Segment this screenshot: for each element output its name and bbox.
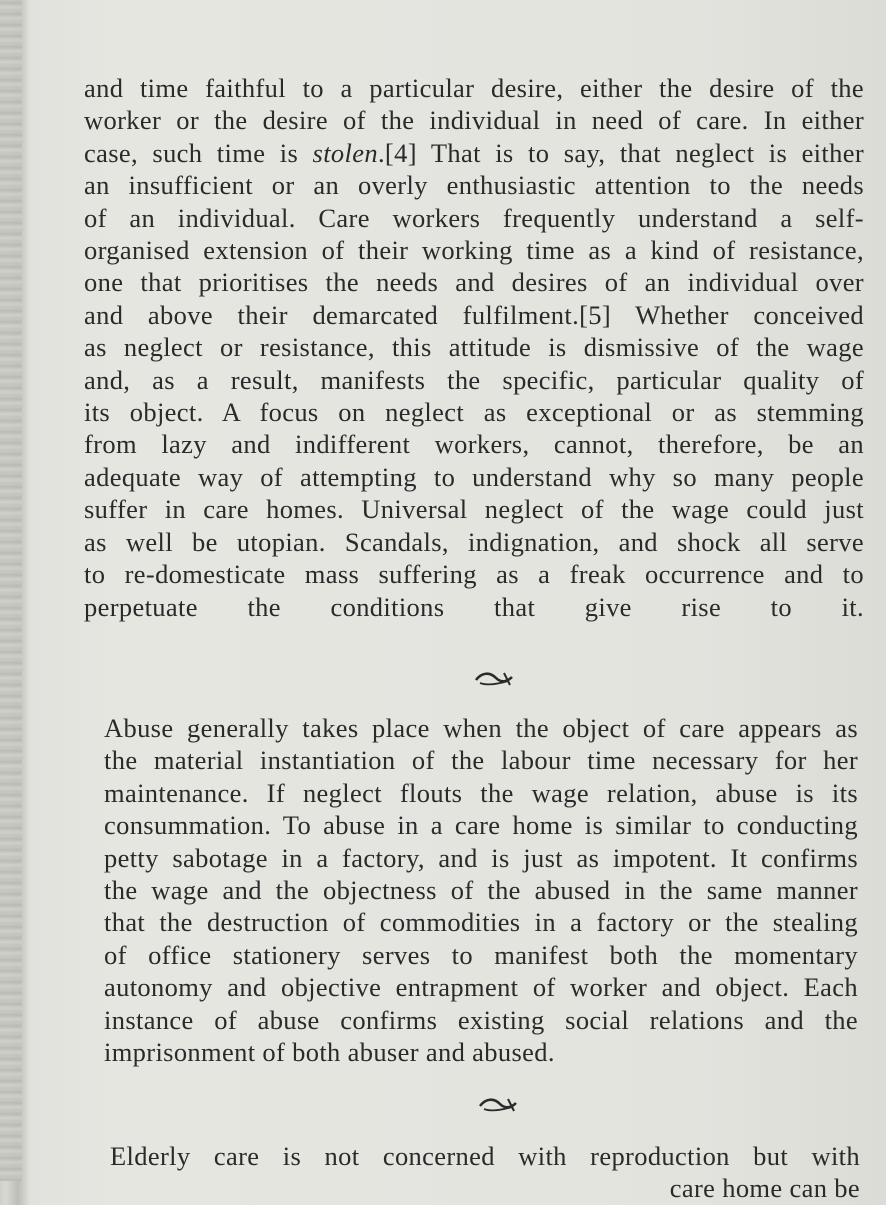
text-line-partial: care home can be: [669, 1173, 860, 1204]
text-fragment: .[4] That is to say, that neglect is either: [377, 137, 864, 168]
text-line: petty sabotage in a factory, and is just as impotent. It confirms: [104, 842, 858, 873]
text-line: the material instantiation of the labour time necessary for her: [104, 745, 858, 776]
text-line: and above their demarcated fulfilment.[5] Whether conceived: [84, 299, 864, 330]
text-line: organised extension of their working time as a kind of resistance,: [84, 235, 864, 266]
text-line: as well be utopian. Scandals, indignation, and shock all serve: [84, 526, 864, 557]
text-line: worker or the desire of the individual in need of care. In either: [84, 105, 864, 136]
paragraph-1: [84, 72, 864, 623]
text-line: of office stationery serves to manifest both the momentary: [104, 939, 858, 970]
text-line: Elderly care is not concerned with reproduction but with: [110, 1141, 860, 1171]
text-line: from lazy and indifferent workers, cannot, therefore, be an: [84, 429, 864, 460]
adjacent-page-edge: [0, 0, 22, 1181]
text-line: one that prioritises the needs and desires of an individual over: [84, 267, 864, 298]
text-line: as neglect or resistance, this attitude is dismissive of the wage: [84, 332, 864, 363]
fleuron-icon: [478, 1094, 518, 1116]
fleuron-icon-graphic: [478, 1094, 518, 1116]
text-line: an insufficient or an overly enthusiastic attention to the needs: [84, 170, 864, 201]
text-line: autonomy and objective entrapment of worker and object. Each: [104, 972, 858, 1003]
text-line: and, as a result, manifests the specific, particular quality of: [84, 364, 864, 395]
emphasis-stolen: stolen: [312, 137, 378, 168]
text-line: perpetuate the conditions that give rise to it.: [84, 591, 864, 622]
text-line: suffer in care homes. Universal neglect of the wage could just: [84, 494, 864, 525]
text-line: consummation. To abuse in a care home is similar to conducting: [104, 810, 858, 841]
text-line: its object. A focus on neglect as exceptional or as stemming: [84, 397, 864, 428]
fleuron-icon: [474, 668, 514, 690]
text-line: Abuse generally takes place when the object of care appears as: [104, 713, 858, 743]
text-line: and time faithful to a particular desire, either the desire of the: [84, 73, 864, 103]
text-line: to re-domesticate mass suffering as a freak occurrence and to: [84, 559, 864, 590]
fleuron-icon-graphic: [474, 668, 514, 690]
text-line: maintenance. If neglect flouts the wage relation, abuse is its: [104, 777, 858, 808]
text-line: that the destruction of commodities in a factory or the stealing: [104, 907, 858, 938]
text-line-with-emphasis: [84, 137, 864, 169]
text-line: of an individual. Care workers frequently understand a self-: [84, 202, 864, 233]
text-line: imprisonment of both abuser and abused.: [104, 1037, 555, 1068]
paragraph-2: [104, 712, 858, 1068]
text-line: instance of abuse confirms existing social relations and the: [104, 1004, 858, 1035]
paragraph-3: [110, 1140, 860, 1205]
text-line: the wage and the objectness of the abused in the same manner: [104, 875, 858, 906]
text-line: adequate way of attempting to understand why so many people: [84, 461, 864, 492]
text-fragment: case, such time is: [84, 137, 313, 168]
